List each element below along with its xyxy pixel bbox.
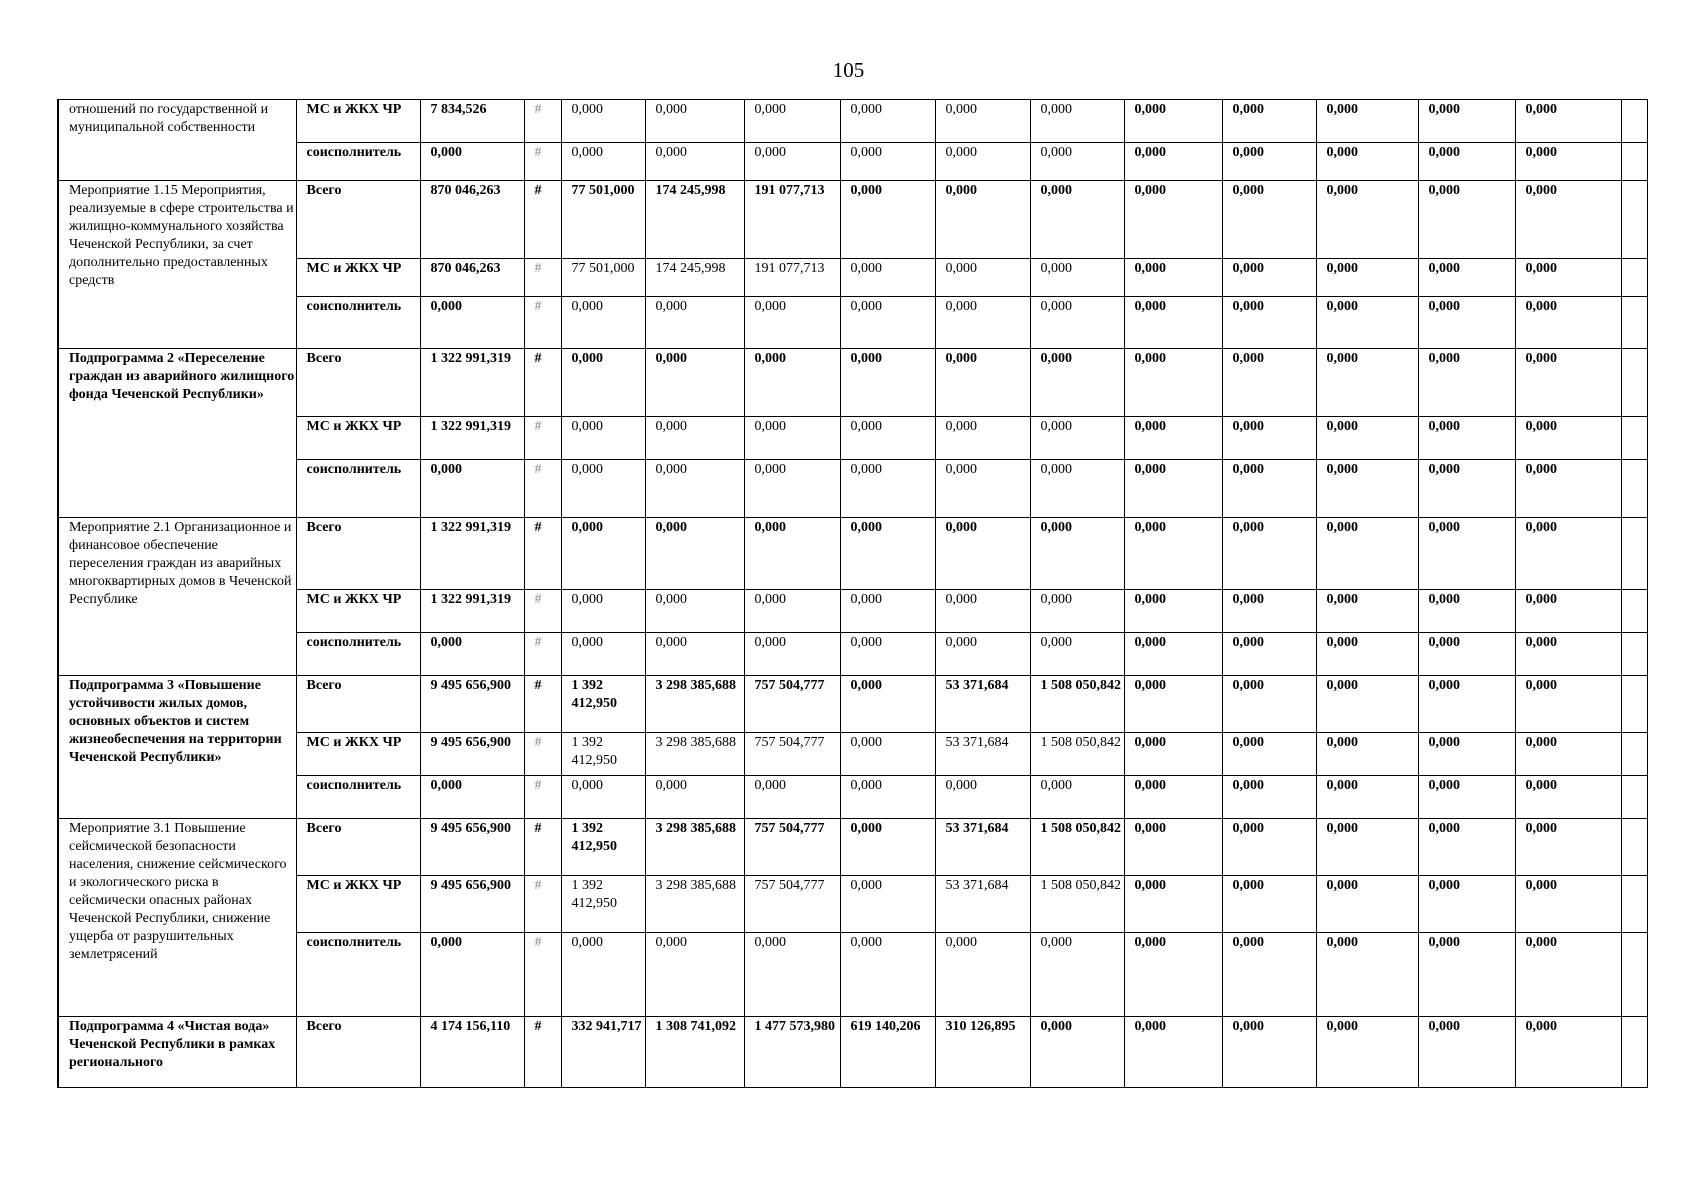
empty-cell xyxy=(1621,259,1647,297)
empty-cell xyxy=(1621,876,1647,933)
hash-cell: # xyxy=(524,417,561,460)
hash-cell: # xyxy=(524,933,561,1017)
value-cell: 0,000 xyxy=(1222,1017,1316,1088)
value-cell: 0,000 xyxy=(1418,633,1515,676)
value-cell: 0,000 xyxy=(1030,181,1124,259)
total-cell: 0,000 xyxy=(420,460,524,518)
value-cell: 0,000 xyxy=(1515,143,1621,181)
value-cell: 0,000 xyxy=(744,590,840,633)
value-cell: 0,000 xyxy=(1515,349,1621,417)
value-cell: 0,000 xyxy=(1222,518,1316,590)
value-cell: 0,000 xyxy=(1316,676,1418,733)
empty-cell xyxy=(1621,733,1647,776)
empty-cell xyxy=(1621,349,1647,417)
value-cell: 0,000 xyxy=(561,349,645,417)
hash-cell: # xyxy=(524,633,561,676)
total-cell: 9 495 656,900 xyxy=(420,676,524,733)
value-cell: 0,000 xyxy=(1418,733,1515,776)
value-cell: 0,000 xyxy=(840,181,935,259)
value-cell: 0,000 xyxy=(561,417,645,460)
value-cell: 0,000 xyxy=(935,181,1030,259)
value-cell: 0,000 xyxy=(1316,876,1418,933)
value-cell: 0,000 xyxy=(744,349,840,417)
value-cell: 0,000 xyxy=(1124,259,1222,297)
value-cell: 0,000 xyxy=(561,143,645,181)
value-cell: 0,000 xyxy=(935,633,1030,676)
executor-cell: Всего xyxy=(296,518,420,590)
program-name-cell: Мероприятие 3.1 Повышение сейсмической безопасности населения, снижение сейсмического и экологического риска в сейсмически опасных районах Чеченской Республики, снижение ущерба от разрушительных землетрясений xyxy=(58,819,296,1017)
empty-cell xyxy=(1621,933,1647,1017)
value-cell: 0,000 xyxy=(1418,181,1515,259)
table-row xyxy=(58,819,1647,876)
hash-cell: # xyxy=(524,181,561,259)
value-cell: 0,000 xyxy=(935,460,1030,518)
value-cell: 0,000 xyxy=(1124,518,1222,590)
value-cell: 77 501,000 xyxy=(561,259,645,297)
value-cell: 0,000 xyxy=(645,100,744,143)
value-cell: 0,000 xyxy=(1124,676,1222,733)
hash-cell: # xyxy=(524,259,561,297)
value-cell: 3 298 385,688 xyxy=(645,733,744,776)
value-cell: 0,000 xyxy=(1030,1017,1124,1088)
value-cell: 1 508 050,842 xyxy=(1030,819,1124,876)
value-cell: 0,000 xyxy=(744,100,840,143)
value-cell: 0,000 xyxy=(840,100,935,143)
table-row xyxy=(58,259,1647,297)
hash-cell: # xyxy=(524,1017,561,1088)
value-cell: 0,000 xyxy=(1124,143,1222,181)
empty-cell xyxy=(1621,100,1647,143)
hash-cell: # xyxy=(524,776,561,819)
value-cell: 0,000 xyxy=(935,590,1030,633)
value-cell: 1 392 412,950 xyxy=(561,733,645,776)
total-cell: 0,000 xyxy=(420,633,524,676)
table-row xyxy=(58,460,1647,518)
value-cell: 0,000 xyxy=(1222,933,1316,1017)
value-cell: 0,000 xyxy=(1222,776,1316,819)
value-cell: 0,000 xyxy=(1030,417,1124,460)
value-cell: 0,000 xyxy=(1418,460,1515,518)
value-cell: 0,000 xyxy=(645,518,744,590)
value-cell: 0,000 xyxy=(1316,776,1418,819)
value-cell: 0,000 xyxy=(1515,1017,1621,1088)
value-cell: 0,000 xyxy=(1418,259,1515,297)
value-cell: 0,000 xyxy=(935,518,1030,590)
value-cell: 0,000 xyxy=(1124,633,1222,676)
value-cell: 191 077,713 xyxy=(744,259,840,297)
value-cell: 0,000 xyxy=(1316,518,1418,590)
value-cell: 0,000 xyxy=(1316,259,1418,297)
executor-cell: МС и ЖКХ ЧР xyxy=(296,417,420,460)
total-cell: 9 495 656,900 xyxy=(420,733,524,776)
hash-cell: # xyxy=(524,297,561,349)
value-cell: 174 245,998 xyxy=(645,259,744,297)
value-cell: 0,000 xyxy=(744,460,840,518)
value-cell: 0,000 xyxy=(1124,590,1222,633)
value-cell: 0,000 xyxy=(744,417,840,460)
value-cell: 0,000 xyxy=(1030,518,1124,590)
value-cell: 0,000 xyxy=(840,733,935,776)
empty-cell xyxy=(1621,590,1647,633)
executor-cell: Всего xyxy=(296,819,420,876)
value-cell: 0,000 xyxy=(1124,181,1222,259)
table-row xyxy=(58,776,1647,819)
value-cell: 0,000 xyxy=(1515,776,1621,819)
value-cell: 0,000 xyxy=(840,590,935,633)
executor-cell: соисполнитель xyxy=(296,297,420,349)
table-row xyxy=(58,676,1647,733)
value-cell: 0,000 xyxy=(1030,590,1124,633)
value-cell: 0,000 xyxy=(744,776,840,819)
value-cell: 0,000 xyxy=(1124,876,1222,933)
total-cell: 870 046,263 xyxy=(420,181,524,259)
value-cell: 0,000 xyxy=(1418,417,1515,460)
value-cell: 0,000 xyxy=(1515,876,1621,933)
value-cell: 0,000 xyxy=(1316,733,1418,776)
empty-cell xyxy=(1621,676,1647,733)
value-cell: 0,000 xyxy=(1124,1017,1222,1088)
value-cell: 757 504,777 xyxy=(744,876,840,933)
value-cell: 0,000 xyxy=(1222,297,1316,349)
executor-cell: соисполнитель xyxy=(296,633,420,676)
value-cell: 0,000 xyxy=(561,518,645,590)
executor-cell: соисполнитель xyxy=(296,143,420,181)
value-cell: 1 308 741,092 xyxy=(645,1017,744,1088)
value-cell: 0,000 xyxy=(744,297,840,349)
executor-cell: МС и ЖКХ ЧР xyxy=(296,100,420,143)
table-row xyxy=(58,297,1647,349)
executor-cell: МС и ЖКХ ЧР xyxy=(296,733,420,776)
value-cell: 0,000 xyxy=(744,633,840,676)
empty-cell xyxy=(1621,819,1647,876)
value-cell: 0,000 xyxy=(1515,933,1621,1017)
executor-cell: Всего xyxy=(296,181,420,259)
table-row xyxy=(58,349,1647,417)
value-cell: 0,000 xyxy=(1124,933,1222,1017)
value-cell: 0,000 xyxy=(1222,876,1316,933)
value-cell: 0,000 xyxy=(1418,776,1515,819)
total-cell: 9 495 656,900 xyxy=(420,876,524,933)
total-cell: 870 046,263 xyxy=(420,259,524,297)
value-cell: 332 941,717 xyxy=(561,1017,645,1088)
hash-cell: # xyxy=(524,518,561,590)
value-cell: 0,000 xyxy=(840,297,935,349)
value-cell: 0,000 xyxy=(1515,100,1621,143)
value-cell: 1 508 050,842 xyxy=(1030,733,1124,776)
value-cell: 0,000 xyxy=(935,259,1030,297)
value-cell: 0,000 xyxy=(1222,590,1316,633)
empty-cell xyxy=(1621,518,1647,590)
hash-cell: # xyxy=(524,876,561,933)
value-cell: 0,000 xyxy=(935,776,1030,819)
total-cell: 0,000 xyxy=(420,143,524,181)
value-cell: 0,000 xyxy=(1030,297,1124,349)
value-cell: 0,000 xyxy=(1124,460,1222,518)
table-row xyxy=(58,876,1647,933)
value-cell: 0,000 xyxy=(840,518,935,590)
executor-cell: Всего xyxy=(296,1017,420,1088)
hash-cell: # xyxy=(524,349,561,417)
value-cell: 0,000 xyxy=(1222,181,1316,259)
value-cell: 0,000 xyxy=(1222,417,1316,460)
hash-cell: # xyxy=(524,460,561,518)
value-cell: 0,000 xyxy=(1418,676,1515,733)
value-cell: 0,000 xyxy=(1222,676,1316,733)
value-cell: 0,000 xyxy=(1515,259,1621,297)
table-row xyxy=(58,417,1647,460)
program-name-cell: Подпрограмма 4 «Чистая вода» Чеченской Республики в рамках регионального xyxy=(58,1017,296,1088)
total-cell: 0,000 xyxy=(420,297,524,349)
total-cell: 0,000 xyxy=(420,776,524,819)
value-cell: 0,000 xyxy=(1222,259,1316,297)
empty-cell xyxy=(1621,417,1647,460)
value-cell: 0,000 xyxy=(744,933,840,1017)
value-cell: 0,000 xyxy=(1316,819,1418,876)
executor-cell: соисполнитель xyxy=(296,460,420,518)
value-cell: 0,000 xyxy=(1030,349,1124,417)
value-cell: 310 126,895 xyxy=(935,1017,1030,1088)
value-cell: 0,000 xyxy=(561,776,645,819)
value-cell: 0,000 xyxy=(840,819,935,876)
table-row xyxy=(58,143,1647,181)
value-cell: 1 392 412,950 xyxy=(561,676,645,733)
value-cell: 0,000 xyxy=(561,297,645,349)
value-cell: 0,000 xyxy=(561,460,645,518)
table-row xyxy=(58,733,1647,776)
value-cell: 0,000 xyxy=(1316,181,1418,259)
value-cell: 1 392 412,950 xyxy=(561,876,645,933)
value-cell: 0,000 xyxy=(1515,181,1621,259)
value-cell: 757 504,777 xyxy=(744,676,840,733)
value-cell: 0,000 xyxy=(1316,100,1418,143)
executor-cell: соисполнитель xyxy=(296,933,420,1017)
value-cell: 174 245,998 xyxy=(645,181,744,259)
total-cell: 1 322 991,319 xyxy=(420,590,524,633)
value-cell: 0,000 xyxy=(1030,776,1124,819)
budget-table xyxy=(57,99,1648,1088)
value-cell: 3 298 385,688 xyxy=(645,819,744,876)
empty-cell xyxy=(1621,1017,1647,1088)
value-cell: 0,000 xyxy=(1418,297,1515,349)
value-cell: 0,000 xyxy=(1515,633,1621,676)
value-cell: 0,000 xyxy=(1418,1017,1515,1088)
value-cell: 3 298 385,688 xyxy=(645,676,744,733)
value-cell: 0,000 xyxy=(1418,349,1515,417)
executor-cell: Всего xyxy=(296,676,420,733)
program-name-cell: Мероприятие 2.1 Организационное и финансовое обеспечение переселения граждан из аварийных многоквартирных домов в Чеченской Республике xyxy=(58,518,296,676)
value-cell: 0,000 xyxy=(1222,143,1316,181)
program-name-cell: отношений по государственной и муниципальной собственности xyxy=(58,100,296,181)
value-cell: 0,000 xyxy=(1515,676,1621,733)
value-cell: 0,000 xyxy=(840,633,935,676)
value-cell: 0,000 xyxy=(1418,100,1515,143)
value-cell: 0,000 xyxy=(645,417,744,460)
value-cell: 0,000 xyxy=(1124,417,1222,460)
value-cell: 0,000 xyxy=(1030,259,1124,297)
value-cell: 1 477 573,980 xyxy=(744,1017,840,1088)
value-cell: 0,000 xyxy=(744,518,840,590)
empty-cell xyxy=(1621,181,1647,259)
value-cell: 0,000 xyxy=(840,933,935,1017)
executor-cell: МС и ЖКХ ЧР xyxy=(296,876,420,933)
value-cell: 0,000 xyxy=(1418,143,1515,181)
value-cell: 0,000 xyxy=(561,590,645,633)
value-cell: 0,000 xyxy=(935,143,1030,181)
value-cell: 191 077,713 xyxy=(744,181,840,259)
value-cell: 0,000 xyxy=(1030,100,1124,143)
value-cell: 0,000 xyxy=(1124,349,1222,417)
value-cell: 53 371,684 xyxy=(935,676,1030,733)
value-cell: 0,000 xyxy=(1316,1017,1418,1088)
executor-cell: соисполнитель xyxy=(296,776,420,819)
value-cell: 0,000 xyxy=(1515,460,1621,518)
value-cell: 0,000 xyxy=(1515,518,1621,590)
value-cell: 0,000 xyxy=(1316,460,1418,518)
table-row xyxy=(58,181,1647,259)
value-cell: 0,000 xyxy=(840,776,935,819)
total-cell: 1 322 991,319 xyxy=(420,417,524,460)
value-cell: 0,000 xyxy=(645,460,744,518)
value-cell: 0,000 xyxy=(645,933,744,1017)
value-cell: 0,000 xyxy=(1222,100,1316,143)
value-cell: 0,000 xyxy=(1418,933,1515,1017)
executor-cell: Всего xyxy=(296,349,420,417)
hash-cell: # xyxy=(524,819,561,876)
value-cell: 0,000 xyxy=(1124,776,1222,819)
value-cell: 0,000 xyxy=(1316,633,1418,676)
value-cell: 0,000 xyxy=(1124,297,1222,349)
value-cell: 0,000 xyxy=(645,297,744,349)
value-cell: 77 501,000 xyxy=(561,181,645,259)
empty-cell xyxy=(1621,143,1647,181)
hash-cell: # xyxy=(524,733,561,776)
program-name-cell: Подпрограмма 2 «Переселение граждан из аварийного жилищного фонда Чеченской Республики» xyxy=(58,349,296,518)
value-cell: 0,000 xyxy=(1222,349,1316,417)
value-cell: 0,000 xyxy=(1515,417,1621,460)
value-cell: 1 508 050,842 xyxy=(1030,676,1124,733)
value-cell: 0,000 xyxy=(1316,417,1418,460)
value-cell: 0,000 xyxy=(1515,590,1621,633)
value-cell: 0,000 xyxy=(935,349,1030,417)
hash-cell: # xyxy=(524,143,561,181)
hash-cell: # xyxy=(524,590,561,633)
value-cell: 0,000 xyxy=(1222,819,1316,876)
empty-cell xyxy=(1621,460,1647,518)
value-cell: 0,000 xyxy=(1030,143,1124,181)
total-cell: 4 174 156,110 xyxy=(420,1017,524,1088)
value-cell: 0,000 xyxy=(1030,633,1124,676)
executor-cell: МС и ЖКХ ЧР xyxy=(296,259,420,297)
program-name-cell: Подпрограмма 3 «Повышение устойчивости жилых домов, основных объектов и систем жизнеобеспечения на территории Чеченской Республики» xyxy=(58,676,296,819)
value-cell: 0,000 xyxy=(840,259,935,297)
value-cell: 0,000 xyxy=(1222,633,1316,676)
value-cell: 0,000 xyxy=(935,100,1030,143)
value-cell: 0,000 xyxy=(645,633,744,676)
value-cell: 53 371,684 xyxy=(935,733,1030,776)
value-cell: 0,000 xyxy=(744,143,840,181)
value-cell: 1 508 050,842 xyxy=(1030,876,1124,933)
table-row xyxy=(58,590,1647,633)
value-cell: 0,000 xyxy=(1222,733,1316,776)
value-cell: 0,000 xyxy=(1222,460,1316,518)
value-cell: 53 371,684 xyxy=(935,819,1030,876)
value-cell: 1 392 412,950 xyxy=(561,819,645,876)
value-cell: 0,000 xyxy=(645,590,744,633)
value-cell: 0,000 xyxy=(1515,297,1621,349)
hash-cell: # xyxy=(524,100,561,143)
value-cell: 0,000 xyxy=(840,417,935,460)
value-cell: 0,000 xyxy=(1515,819,1621,876)
value-cell: 0,000 xyxy=(645,776,744,819)
table-row xyxy=(58,518,1647,590)
value-cell: 0,000 xyxy=(1418,876,1515,933)
value-cell: 0,000 xyxy=(1316,590,1418,633)
total-cell: 9 495 656,900 xyxy=(420,819,524,876)
value-cell: 53 371,684 xyxy=(935,876,1030,933)
value-cell: 0,000 xyxy=(840,143,935,181)
total-cell: 7 834,526 xyxy=(420,100,524,143)
value-cell: 0,000 xyxy=(1418,590,1515,633)
value-cell: 0,000 xyxy=(1418,819,1515,876)
value-cell: 0,000 xyxy=(935,297,1030,349)
executor-cell: МС и ЖКХ ЧР xyxy=(296,590,420,633)
value-cell: 0,000 xyxy=(1515,733,1621,776)
empty-cell xyxy=(1621,633,1647,676)
table-row xyxy=(58,933,1647,1017)
value-cell: 0,000 xyxy=(840,460,935,518)
table-row xyxy=(58,100,1647,143)
value-cell: 0,000 xyxy=(1316,933,1418,1017)
value-cell: 0,000 xyxy=(1316,143,1418,181)
value-cell: 0,000 xyxy=(935,417,1030,460)
value-cell: 0,000 xyxy=(1316,297,1418,349)
value-cell: 619 140,206 xyxy=(840,1017,935,1088)
value-cell: 0,000 xyxy=(1124,819,1222,876)
total-cell: 1 322 991,319 xyxy=(420,349,524,417)
value-cell: 757 504,777 xyxy=(744,819,840,876)
table-row xyxy=(58,633,1647,676)
value-cell: 0,000 xyxy=(840,676,935,733)
value-cell: 0,000 xyxy=(561,633,645,676)
total-cell: 0,000 xyxy=(420,933,524,1017)
value-cell: 0,000 xyxy=(1124,733,1222,776)
value-cell: 0,000 xyxy=(1316,349,1418,417)
value-cell: 0,000 xyxy=(645,349,744,417)
empty-cell xyxy=(1621,297,1647,349)
page-number: 105 xyxy=(832,58,865,82)
empty-cell xyxy=(1621,776,1647,819)
value-cell: 0,000 xyxy=(645,143,744,181)
value-cell: 0,000 xyxy=(1030,933,1124,1017)
total-cell: 1 322 991,319 xyxy=(420,518,524,590)
value-cell: 0,000 xyxy=(561,100,645,143)
program-name-cell: Мероприятие 1.15 Мероприятия, реализуемые в сфере строительства и жилищно-коммунального хозяйства Чеченской Республики, за счет дополнительно предоставленных средств xyxy=(58,181,296,349)
value-cell: 0,000 xyxy=(1418,518,1515,590)
value-cell: 0,000 xyxy=(1030,460,1124,518)
value-cell: 757 504,777 xyxy=(744,733,840,776)
value-cell: 3 298 385,688 xyxy=(645,876,744,933)
hash-cell: # xyxy=(524,676,561,733)
value-cell: 0,000 xyxy=(561,933,645,1017)
value-cell: 0,000 xyxy=(840,876,935,933)
value-cell: 0,000 xyxy=(935,933,1030,1017)
table-row xyxy=(58,1017,1647,1088)
value-cell: 0,000 xyxy=(840,349,935,417)
value-cell: 0,000 xyxy=(1124,100,1222,143)
